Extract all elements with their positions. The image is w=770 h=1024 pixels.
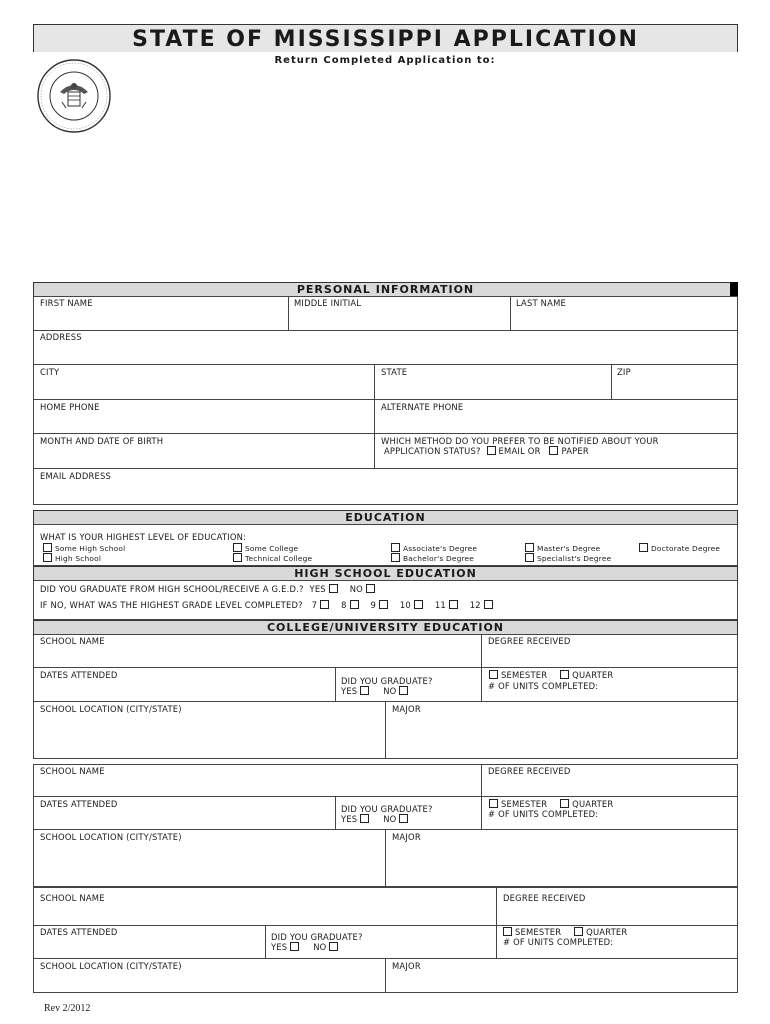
option-doctorate-degree[interactable]: Doctorate Degree — [636, 543, 720, 553]
state-seal-icon — [36, 58, 112, 134]
hs-no-checkbox[interactable] — [366, 584, 375, 593]
grade-8-checkbox[interactable] — [350, 600, 359, 609]
grade-10-checkbox[interactable] — [414, 600, 423, 609]
college-no-checkbox-1[interactable] — [399, 686, 408, 695]
section-college-education: COLLEGE/UNIVERSITY EDUCATION — [33, 620, 738, 635]
option-some-college[interactable]: Some College — [230, 543, 298, 553]
paper-checkbox[interactable] — [549, 446, 558, 455]
revision-date: Rev 2/2012 — [44, 1003, 91, 1014]
term-type-1: SEMESTER QUARTER — [486, 670, 613, 681]
alternate-phone-field[interactable]: ALTERNATE PHONE — [381, 402, 464, 412]
term-type-2: SEMESTER QUARTER — [486, 799, 613, 810]
graduated-question: DID YOU GRADUATE FROM HIGH SCHOOL/RECEIVE A G.E.D.? YES NO — [40, 584, 378, 595]
degree-received-field-2[interactable]: DEGREE RECEIVED — [488, 766, 571, 776]
graduate-question-3: DID YOU GRADUATE? — [271, 932, 363, 942]
college-yes-checkbox-2[interactable] — [360, 814, 369, 823]
address-field[interactable]: ADDRESS — [40, 332, 82, 342]
units-completed-field-2[interactable]: # OF UNITS COMPLETED: — [488, 809, 599, 819]
graduate-options-3: YES NO — [271, 942, 341, 953]
major-field-2[interactable]: MAJOR — [392, 832, 421, 842]
college-yes-checkbox-3[interactable] — [290, 942, 299, 951]
education-question: WHAT IS YOUR HIGHEST LEVEL OF EDUCATION: — [40, 532, 247, 542]
header-black-tab — [730, 282, 738, 297]
college-no-checkbox-2[interactable] — [399, 814, 408, 823]
school-location-field-1[interactable]: SCHOOL LOCATION (CITY/STATE) — [40, 704, 182, 714]
school-name-field-1[interactable]: SCHOOL NAME — [40, 636, 105, 646]
personal-info-grid — [33, 296, 738, 505]
term-type-3: SEMESTER QUARTER — [500, 927, 627, 938]
semester-checkbox-3[interactable] — [503, 927, 512, 936]
option-specialists-degree[interactable]: Specialist's Degree — [522, 553, 611, 563]
quarter-checkbox-1[interactable] — [560, 670, 569, 679]
return-instructions: Return Completed Application to: — [274, 55, 496, 66]
degree-received-field-1[interactable]: DEGREE RECEIVED — [488, 636, 571, 646]
grade-7-checkbox[interactable] — [320, 600, 329, 609]
notify-question-line2: APPLICATION STATUS? EMAIL OR PAPER — [384, 446, 589, 456]
last-name-field[interactable]: LAST NAME — [516, 298, 566, 308]
graduate-question-2: DID YOU GRADUATE? — [341, 804, 433, 814]
major-field-3[interactable]: MAJOR — [392, 961, 421, 971]
option-bachelors-degree[interactable]: Bachelor's Degree — [388, 553, 474, 563]
dates-attended-field-3[interactable]: DATES ATTENDED — [40, 927, 118, 937]
home-phone-field[interactable]: HOME PHONE — [40, 402, 100, 412]
school-location-field-2[interactable]: SCHOOL LOCATION (CITY/STATE) — [40, 832, 182, 842]
city-field[interactable]: CITY — [40, 367, 60, 377]
notify-question-line1: WHICH METHOD DO YOU PREFER TO BE NOTIFIED ABOUT YOUR — [381, 436, 659, 446]
grade-level-question: IF NO, WHAT WAS THE HIGHEST GRADE LEVEL COMPLETED? 7 8 9 10 11 12 — [40, 600, 496, 611]
form-title: STATE OF MISSISSIPPI APPLICATION — [33, 24, 738, 52]
paper-option-label: PAPER — [561, 446, 589, 456]
section-personal-information: PERSONAL INFORMATION — [33, 282, 738, 297]
units-completed-field-1[interactable]: # OF UNITS COMPLETED: — [488, 681, 599, 691]
hs-yes-checkbox[interactable] — [329, 584, 338, 593]
college-no-checkbox-3[interactable] — [329, 942, 338, 951]
option-technical-college[interactable]: Technical College — [230, 553, 312, 563]
email-checkbox[interactable] — [487, 446, 496, 455]
grade-12-checkbox[interactable] — [484, 600, 493, 609]
date-of-birth-field[interactable]: MONTH AND DATE OF BIRTH — [40, 436, 164, 446]
college-yes-checkbox-1[interactable] — [360, 686, 369, 695]
graduate-options-2: YES NO — [341, 814, 411, 825]
state-field[interactable]: STATE — [381, 367, 408, 377]
semester-checkbox-2[interactable] — [489, 799, 498, 808]
dates-attended-field-1[interactable]: DATES ATTENDED — [40, 670, 118, 680]
units-completed-field-3[interactable]: # OF UNITS COMPLETED: — [503, 937, 614, 947]
school-name-field-2[interactable]: SCHOOL NAME — [40, 766, 105, 776]
graduate-question-1: DID YOU GRADUATE? — [341, 676, 433, 686]
email-option-label: EMAIL OR — [498, 446, 541, 456]
option-associates-degree[interactable]: Associate's Degree — [388, 543, 477, 553]
option-masters-degree[interactable]: Master's Degree — [522, 543, 600, 553]
middle-initial-field[interactable]: MIDDLE INITIAL — [294, 298, 362, 308]
school-name-field-3[interactable]: SCHOOL NAME — [40, 893, 105, 903]
degree-received-field-3[interactable]: DEGREE RECEIVED — [503, 893, 586, 903]
zip-field[interactable]: ZIP — [617, 367, 631, 377]
education-grid — [33, 524, 738, 566]
option-some-high-school[interactable]: Some High School — [40, 543, 125, 553]
school-location-field-3[interactable]: SCHOOL LOCATION (CITY/STATE) — [40, 961, 182, 971]
option-high-school[interactable]: High School — [40, 553, 101, 563]
graduate-options-1: YES NO — [341, 686, 411, 697]
quarter-checkbox-3[interactable] — [574, 927, 583, 936]
grade-11-checkbox[interactable] — [449, 600, 458, 609]
section-education: EDUCATION — [33, 510, 738, 525]
dates-attended-field-2[interactable]: DATES ATTENDED — [40, 799, 118, 809]
grade-9-checkbox[interactable] — [379, 600, 388, 609]
major-field-1[interactable]: MAJOR — [392, 704, 421, 714]
semester-checkbox-1[interactable] — [489, 670, 498, 679]
section-high-school-education: HIGH SCHOOL EDUCATION — [33, 566, 738, 581]
email-address-field[interactable]: EMAIL ADDRESS — [40, 471, 112, 481]
first-name-field[interactable]: FIRST NAME — [40, 298, 93, 308]
quarter-checkbox-2[interactable] — [560, 799, 569, 808]
